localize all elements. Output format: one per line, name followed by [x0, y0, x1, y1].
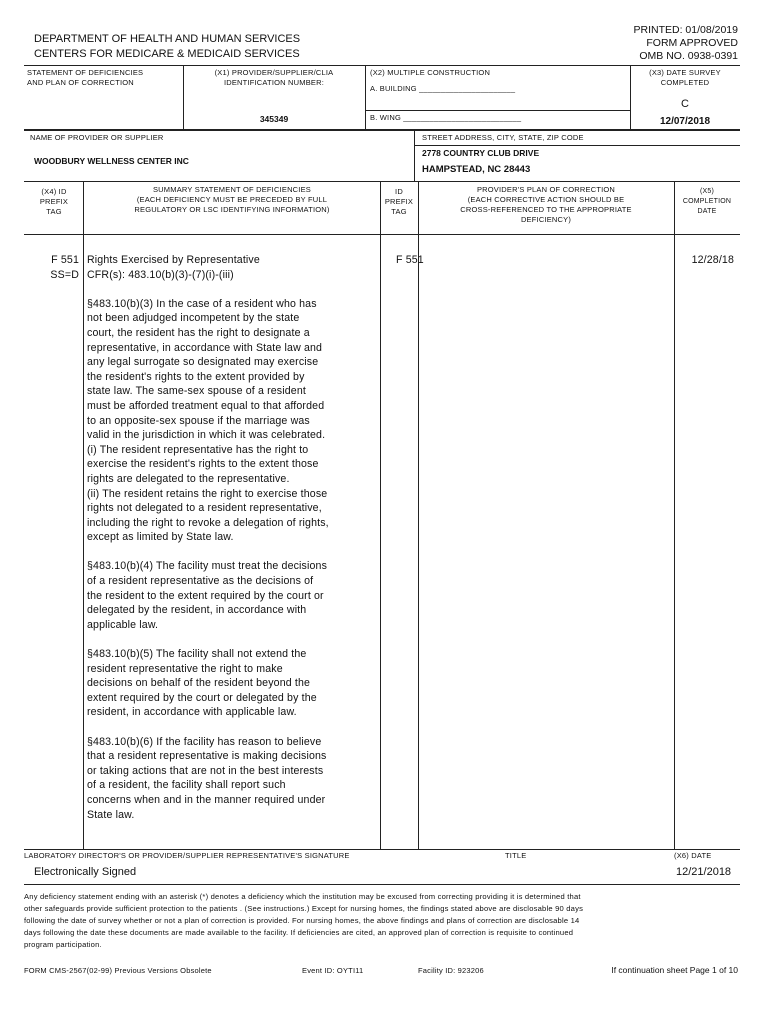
x2-label: (X2) MULTIPLE CONSTRUCTION: [370, 68, 491, 77]
form-approved: FORM APPROVED: [646, 37, 738, 49]
event-id: Event ID: OYTI11: [302, 966, 364, 975]
x6-date-label: (X6) DATE: [674, 851, 712, 860]
agency-name: CENTERS FOR MEDICARE & MEDICAID SERVICES: [34, 48, 300, 60]
regulation-paragraph: §483.10(b)(6) If the facility has reason to believe that a resident representative is making decisions or taking actions that are not in the best interests of a resident, the facility shall report such concerns when and in the manner required under State law.: [87, 735, 327, 821]
scope-severity: SS=D: [50, 268, 79, 281]
plan-tag: F 551: [396, 254, 424, 266]
signature-date: 12/21/2018: [676, 866, 732, 878]
deficiency-tag: F 551: [51, 254, 79, 266]
building-field: A. BUILDING ______________________: [370, 84, 516, 93]
deficiency-text: [87, 253, 379, 837]
signature-value: Electronically Signed: [34, 866, 137, 878]
title-label: TITLE: [505, 851, 527, 860]
signature-label: LABORATORY DIRECTOR'S OR PROVIDER/SUPPLIER REPRESENTATIVE'S SIGNATURE: [24, 851, 350, 860]
id-header: ID PREFIX TAG: [384, 187, 414, 216]
x5-header: (X5) COMPLETION DATE: [682, 188, 732, 215]
x1-label: (X1) PROVIDER/SUPPLIER/CLIA IDENTIFICATION NUMBER:: [214, 68, 334, 87]
omb-number: OMB NO. 0938-0391: [639, 50, 738, 62]
provider-name-label: NAME OF PROVIDER OR SUPPLIER: [30, 133, 164, 142]
provider-id: 345349: [259, 114, 289, 124]
x4-header: (X4) ID PREFIX TAG: [39, 187, 69, 216]
street-address: 2778 COUNTRY CLUB DRIVE: [422, 148, 540, 158]
completion-date: 12/28/18: [691, 254, 734, 266]
plan-header: PROVIDER'S PLAN OF CORRECTION (EACH CORRECTIVE ACTION SHOULD BE CROSS-REFERENCED TO THE APPROPRIATE DEFICIENCY): [460, 185, 632, 224]
survey-date: 12/07/2018: [659, 116, 711, 127]
address-label: STREET ADDRESS, CITY, STATE, ZIP CODE: [422, 133, 584, 142]
regulation-paragraph: §483.10(b)(5) The facility shall not extend the resident representative the right to make decisions on behalf of the resident beyond the extent required by the court or delegated by the resident, in accordance with applicable law.: [87, 648, 317, 719]
city-state-zip: HAMPSTEAD, NC 28443: [422, 164, 531, 175]
provider-name: WOODBURY WELLNESS CENTER INC: [34, 156, 189, 166]
department-name: DEPARTMENT OF HEALTH AND HUMAN SERVICES: [34, 33, 301, 45]
facility-id: Facility ID: 923206: [418, 966, 484, 975]
deficiency-cfr: CFR(s): 483.10(b)(3)-(7)(i)-(iii): [87, 268, 234, 281]
printed-date: PRINTED: 01/08/2019: [633, 24, 738, 36]
continuation-page: If continuation sheet Page 1 of 10: [611, 965, 738, 975]
wing-field: B. WING ___________________________: [370, 113, 522, 122]
summary-header: SUMMARY STATEMENT OF DEFICIENCIES (EACH DEFICIENCY MUST BE PRECEDED BY FULL REGULATORY OR LSC IDENTIFYING INFORMATION): [134, 185, 330, 214]
survey-code: C: [681, 98, 689, 110]
form-number: FORM CMS-2567(02-99) Previous Versions Obsolete: [24, 966, 212, 975]
statement-label: STATEMENT OF DEFICIENCIES AND PLAN OF CORRECTION: [27, 68, 144, 87]
disclaimer: Any deficiency statement ending with an asterisk (*) denotes a deficiency which the institution may be excused from correcting providing it is determined that other safeguards provide sufficient protection to the patients . (See instructions.) Except for nursing homes, the findings stated above are disclosable 90 days following the date of survey whether or not a plan of correction is provided. For nursing homes, the above findings and plans of correction are disclosable 14 days following the date these documents are made available to the facility. If deficiencies are cited, an approved plan of correction is requisite to continued program participation.: [24, 892, 584, 949]
regulation-paragraph: §483.10(b)(4) The facility must treat the decisions of a resident representative as the decisions of the resident to the extent required by the court or delegated by the resident, in accordance with applicable law.: [87, 560, 328, 631]
x3-label: (X3) DATE SURVEY COMPLETED: [649, 68, 721, 87]
deficiency-title: Rights Exercised by Representative: [87, 254, 260, 266]
regulation-paragraph: §483.10(b)(3) In the case of a resident who has not been adjudged incompetent by the state court, the resident has the right to designate a representative, in accordance with State law and any legal surrogate so designated may exercise the resident's rights to the extent provided by state law. The same-sex spouse of a resident must be afforded treatment equal to that afforded to an opposite-sex spouse if the marriage was valid in the jurisdiction in which it was celebrated. (i) The resident representative has the right to exercise the resident's rights to the extent those rights are delegated to the representative. (ii) The resident retains the right to exercise those rights not delegated to a resident representative, including the right to revoke a delegation of rights, except as limited by State law.: [87, 297, 329, 544]
